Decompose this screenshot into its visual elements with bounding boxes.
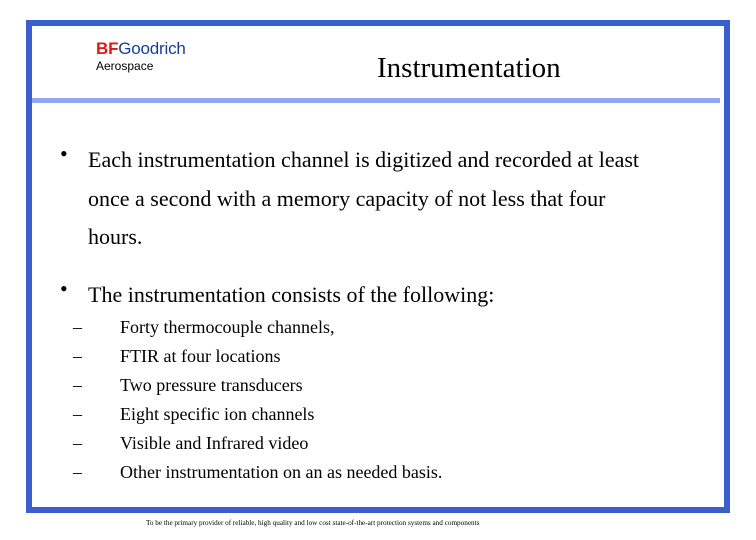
logo-brand <box>96 40 186 58</box>
sub-item-text: Visible and Infrared video <box>120 433 309 453</box>
sub-item-dash: – <box>73 433 82 453</box>
bullet-line: Each instrumentation channel is digitized and recorded at least <box>88 147 640 172</box>
bfgoodrich-aerospace-logo <box>96 40 186 73</box>
sub-item-dash: – <box>73 462 82 482</box>
sub-item-dash: – <box>73 404 82 424</box>
sub-item-text: Eight specific ion channels <box>120 404 315 424</box>
bullet-line: hours. <box>88 224 143 249</box>
bullet-text <box>88 141 708 257</box>
bullet-line: The instrumentation consists of the following: <box>88 282 495 307</box>
sub-item-text: Other instrumentation on an as needed basis. <box>120 462 443 482</box>
sub-item-dash: – <box>73 375 82 395</box>
bullet-line: once a second with a memory capacity of not less that four <box>88 185 606 211</box>
slide-title: Instrumentation <box>377 52 561 84</box>
title-divider <box>32 98 720 103</box>
logo-goodrich: Goodrich <box>118 39 186 58</box>
sub-item-text: Two pressure transducers <box>120 375 303 395</box>
sub-item-dash: – <box>73 346 82 366</box>
bullet-text <box>88 276 708 315</box>
sub-item-dash: – <box>73 317 82 337</box>
logo-division: Aerospace <box>96 59 154 73</box>
sub-item-text: Forty thermocouple channels, <box>120 317 335 337</box>
footer-tagline: To be the primary provider of reliable, high quality and low cost state-of-the-art protection systems and components <box>146 519 480 527</box>
bullet-marker: • <box>60 141 68 166</box>
bullet-marker: • <box>60 276 68 301</box>
sub-item-text: FTIR at four locations <box>120 346 281 366</box>
logo-bf: BF <box>96 39 119 58</box>
